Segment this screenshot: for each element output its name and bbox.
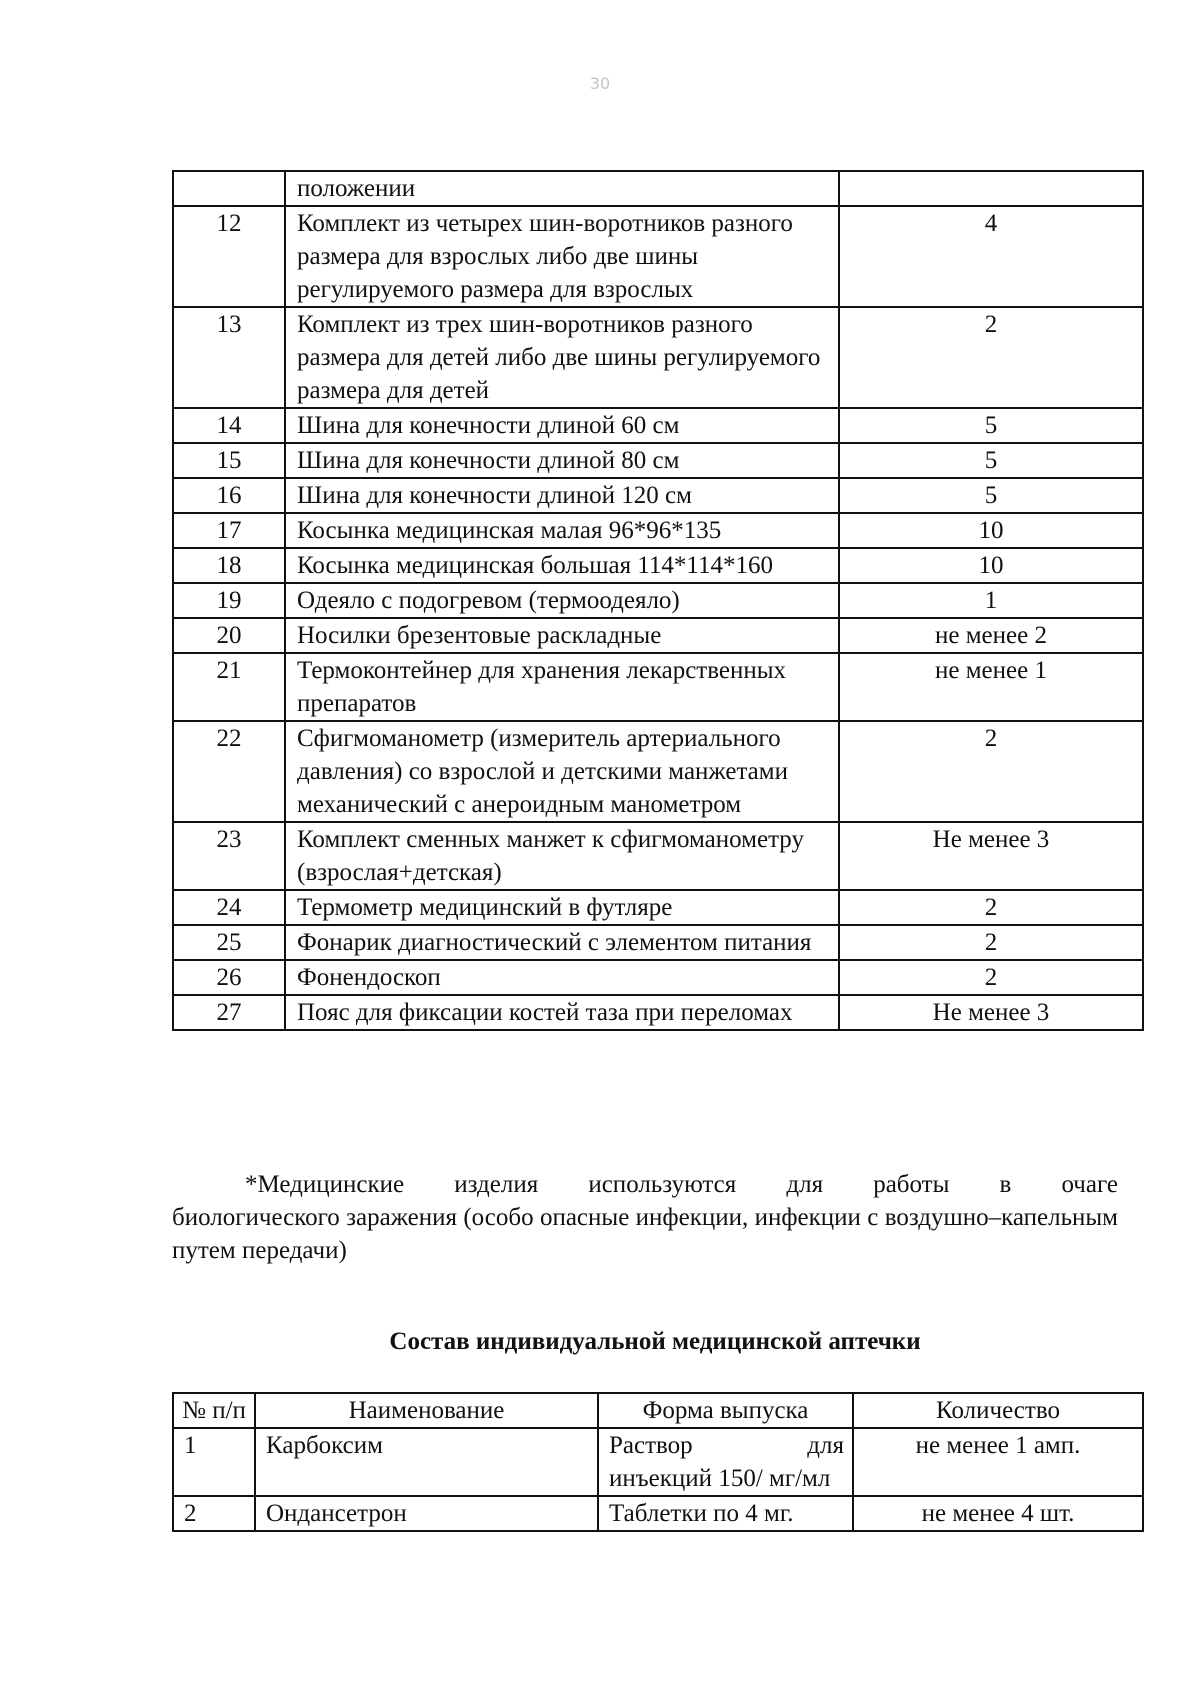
row-number: 24 xyxy=(173,890,285,925)
table-row xyxy=(173,307,1143,408)
table-row xyxy=(173,925,1143,960)
row-number: 20 xyxy=(173,618,285,653)
row-quantity: 10 xyxy=(839,548,1143,583)
row-quantity: Не менее 3 xyxy=(839,822,1143,890)
row-name: Шина для конечности длиной 80 см xyxy=(285,443,839,478)
row-name: положении xyxy=(285,171,839,206)
row-quantity: 5 xyxy=(839,478,1143,513)
footnote-rest: биологического заражения (особо опасные инфекции, инфекции с воздушно–капельным путем передачи) xyxy=(172,1204,1118,1264)
row-quantity: 2 xyxy=(839,721,1143,822)
table-row xyxy=(173,1496,1143,1531)
table-row xyxy=(173,171,1143,206)
row-name: Одеяло с подогревом (термоодеяло) xyxy=(285,583,839,618)
row-number: 15 xyxy=(173,443,285,478)
row-form: Таблетки по 4 мг. xyxy=(598,1496,853,1531)
row-name: Шина для конечности длиной 60 см xyxy=(285,408,839,443)
row-number: 25 xyxy=(173,925,285,960)
row-number: 26 xyxy=(173,960,285,995)
table-row xyxy=(173,995,1143,1030)
row-name: Термометр медицинский в футляре xyxy=(285,890,839,925)
row-quantity: 4 xyxy=(839,206,1143,307)
table-row xyxy=(173,653,1143,721)
row-number: 27 xyxy=(173,995,285,1030)
row-number xyxy=(173,171,285,206)
header-name: Наименование xyxy=(255,1393,598,1428)
row-form-line1: Раствор для xyxy=(609,1432,844,1459)
row-quantity: 10 xyxy=(839,513,1143,548)
row-name: Комплект из трех шин-воротников разного размера для детей либо две шины регулируемого размера для детей xyxy=(285,307,839,408)
row-name: Ондансетрон xyxy=(255,1496,598,1531)
row-number: 1 xyxy=(173,1428,255,1496)
row-name: Сфигмоманометр (измеритель артериального давления) со взрослой и детскими манжетами механический с анероидным манометром xyxy=(285,721,839,822)
row-number: 12 xyxy=(173,206,285,307)
table-row xyxy=(173,408,1143,443)
row-quantity: 1 xyxy=(839,583,1143,618)
header-quantity: Количество xyxy=(853,1393,1143,1428)
table-row xyxy=(173,513,1143,548)
header-form: Форма выпуска xyxy=(598,1393,853,1428)
row-number: 2 xyxy=(173,1496,255,1531)
equipment-table xyxy=(172,170,1144,1031)
table-row xyxy=(173,548,1143,583)
row-quantity: 5 xyxy=(839,443,1143,478)
row-quantity: 2 xyxy=(839,890,1143,925)
table-row xyxy=(173,206,1143,307)
section-title: Состав индивидуальной медицинской аптечки xyxy=(389,1328,921,1355)
row-quantity: 2 xyxy=(839,960,1143,995)
row-number: 18 xyxy=(173,548,285,583)
table-row xyxy=(173,1428,1143,1496)
row-quantity xyxy=(839,171,1143,206)
row-name: Пояс для фиксации костей таза при переломах xyxy=(285,995,839,1030)
row-number: 13 xyxy=(173,307,285,408)
row-quantity: не менее 4 шт. xyxy=(853,1496,1143,1531)
footnote xyxy=(172,1168,1118,1267)
row-name: Комплект сменных манжет к сфигмоманометру (взрослая+детская) xyxy=(285,822,839,890)
row-number: 17 xyxy=(173,513,285,548)
row-name: Шина для конечности длиной 120 см xyxy=(285,478,839,513)
header-number: № п/п xyxy=(173,1393,255,1428)
row-name: Комплект из четырех шин-воротников разного размера для взрослых либо две шины регулируемого размера для взрослых xyxy=(285,206,839,307)
footnote-first-line: *Медицинские изделия используются для работы в очаге xyxy=(245,1171,1118,1198)
row-name: Косынка медицинская малая 96*96*135 xyxy=(285,513,839,548)
row-name: Фонендоскоп xyxy=(285,960,839,995)
row-name: Термоконтейнер для хранения лекарственных препаратов xyxy=(285,653,839,721)
row-name: Косынка медицинская большая 114*114*160 xyxy=(285,548,839,583)
table-row xyxy=(173,890,1143,925)
row-number: 16 xyxy=(173,478,285,513)
row-quantity: Не менее 3 xyxy=(839,995,1143,1030)
table-header-row xyxy=(173,1393,1143,1428)
row-quantity: не менее 1 амп. xyxy=(853,1428,1143,1496)
page-number: 30 xyxy=(589,74,611,93)
row-number: 19 xyxy=(173,583,285,618)
row-name: Носилки брезентовые раскладные xyxy=(285,618,839,653)
table-row xyxy=(173,583,1143,618)
row-number: 21 xyxy=(173,653,285,721)
table-row xyxy=(173,822,1143,890)
row-number: 22 xyxy=(173,721,285,822)
table-row xyxy=(173,721,1143,822)
row-quantity: 2 xyxy=(839,925,1143,960)
row-quantity: не менее 1 xyxy=(839,653,1143,721)
first-aid-kit-table xyxy=(172,1392,1144,1532)
table-row xyxy=(173,478,1143,513)
table-row xyxy=(173,960,1143,995)
row-quantity: не менее 2 xyxy=(839,618,1143,653)
table-row xyxy=(173,443,1143,478)
row-quantity: 5 xyxy=(839,408,1143,443)
row-number: 23 xyxy=(173,822,285,890)
row-quantity: 2 xyxy=(839,307,1143,408)
row-form xyxy=(598,1428,853,1496)
row-name: Карбоксим xyxy=(255,1428,598,1496)
equipment-table-body xyxy=(173,171,1143,1030)
row-name: Фонарик диагностический с элементом питания xyxy=(285,925,839,960)
row-number: 14 xyxy=(173,408,285,443)
table-row xyxy=(173,618,1143,653)
row-form-rest: инъекций 150/ мг/мл xyxy=(609,1465,831,1492)
